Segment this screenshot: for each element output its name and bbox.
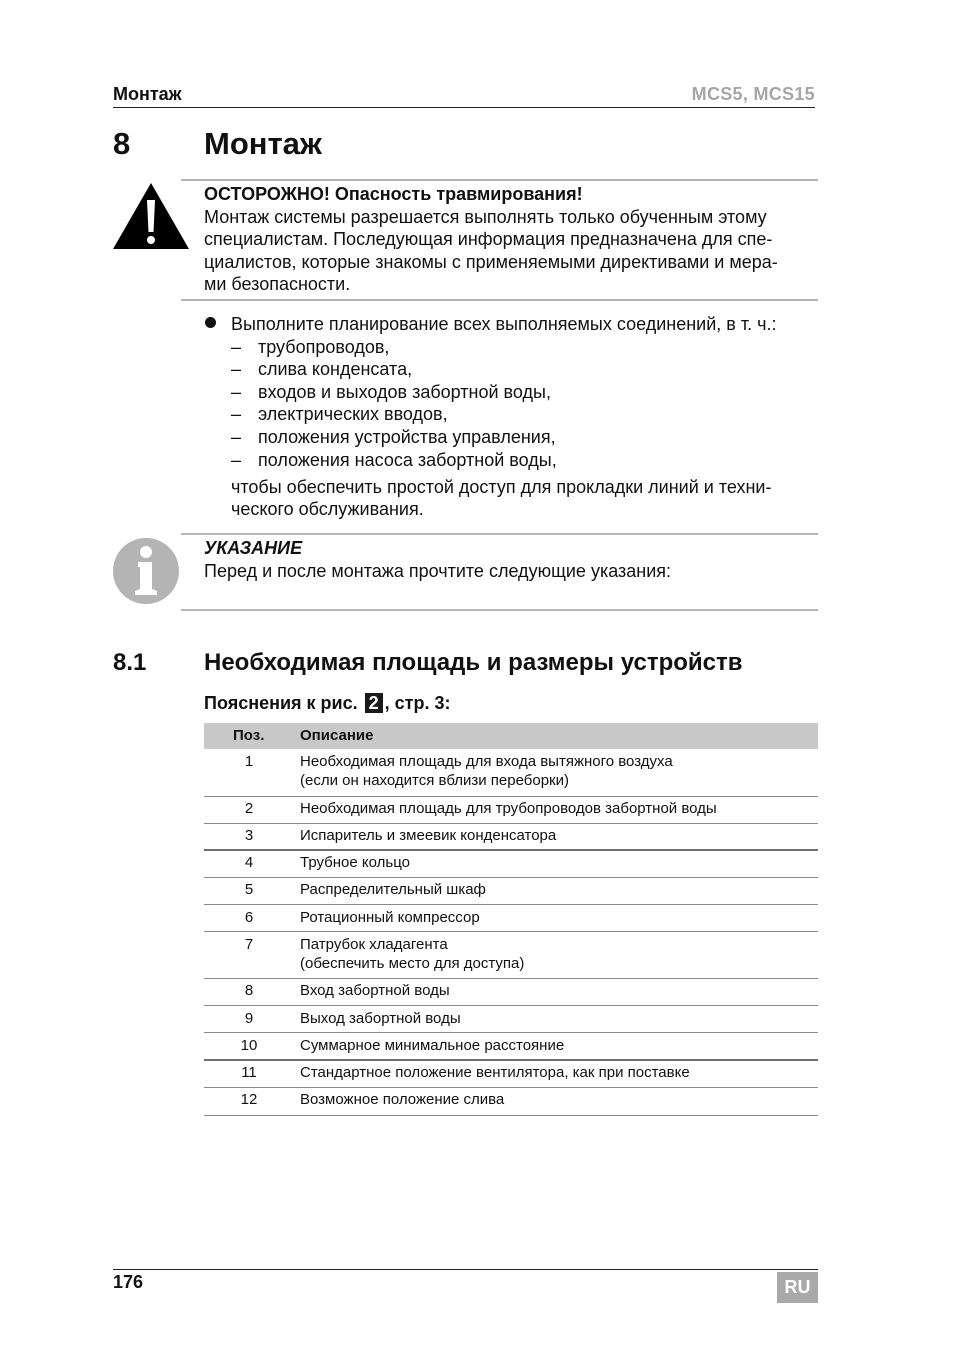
table-cell-desc: Выход забортной воды xyxy=(300,1010,461,1027)
table-cell-desc: Ротационный компрессор xyxy=(300,909,480,926)
list-item: положения устройства управления, xyxy=(258,427,556,447)
planning-bullet: Выполните планирование всех выполняемых соединений, в т. ч.: xyxy=(231,314,777,334)
warning-top-rule xyxy=(181,179,818,181)
table-cell-pos: 3 xyxy=(244,827,254,844)
dash-marker: – xyxy=(231,382,242,402)
chapter-title: Монтаж xyxy=(204,126,322,161)
table-cell-desc: Патрубок хладагента xyxy=(300,936,448,953)
note-text: Перед и после монтажа прочтите следующие указания: xyxy=(204,561,672,581)
table-cell-pos: 7 xyxy=(244,936,254,953)
dash-marker: – xyxy=(231,359,242,379)
footer-rule xyxy=(113,1269,818,1270)
dash-marker: – xyxy=(231,450,242,470)
table-row-line xyxy=(204,796,818,797)
warning-bottom-rule xyxy=(181,299,818,301)
table-cell-desc: Распределительный шкаф xyxy=(300,881,486,898)
table-cell-desc: Испаритель и змеевик конденсатора xyxy=(300,827,557,844)
table-header xyxy=(204,723,818,749)
section-title: Необходимая площадь и размеры устройств xyxy=(204,649,743,676)
table-cell-pos: 11 xyxy=(241,1064,257,1081)
dash-marker: – xyxy=(231,337,242,357)
warning-title: ОСТОРОЖНО! Опасность травмирования! xyxy=(204,184,583,204)
list-item: электрических вводов, xyxy=(258,404,448,424)
planning-conclusion: чтобы обеспечить простой доступ для прокладки линий и техни- xyxy=(231,477,772,497)
table-row-line xyxy=(204,978,818,979)
table-cell-desc: Трубное кольцо xyxy=(300,854,410,871)
warning-line: ми безопасности. xyxy=(204,274,351,294)
table-cell-pos: 4 xyxy=(244,854,254,871)
table-row-line xyxy=(204,931,818,932)
note-top-rule xyxy=(181,533,818,535)
list-item: трубопроводов, xyxy=(258,337,390,357)
dash-marker: – xyxy=(231,404,242,424)
section-number: 8.1 xyxy=(113,649,147,676)
table-cell-desc: Необходимая площадь для трубопроводов забортной воды xyxy=(300,800,717,817)
table-row-line xyxy=(204,1005,818,1006)
table-cell-pos: 8 xyxy=(244,982,254,999)
table-cell-pos: 6 xyxy=(244,909,254,926)
legend-suffix: , стр. 3: xyxy=(384,693,451,713)
legend-prefix: Пояснения к рис. xyxy=(204,693,358,713)
legend-caption xyxy=(204,693,451,714)
table-row-line xyxy=(204,1115,818,1116)
bullet-dot xyxy=(205,317,216,328)
table-row-line xyxy=(204,823,818,824)
table-cell-desc: Вход забортной воды xyxy=(300,982,450,999)
table-cell-pos: 2 xyxy=(244,800,254,817)
planning-conclusion: ческого обслуживания. xyxy=(231,499,424,519)
language-badge: RU xyxy=(777,1272,818,1303)
model-name: MCS5, MCS15 xyxy=(691,84,815,104)
table-cell-pos: 1 xyxy=(244,753,254,770)
table-cell-desc: Возможное положение слива xyxy=(300,1091,505,1108)
table-cell-desc: Суммарное минимальное расстояние xyxy=(300,1037,565,1054)
table-cell-pos: 12 xyxy=(240,1091,258,1108)
table-cell-desc: Стандартное положение вентилятора, как при поставке xyxy=(300,1064,690,1081)
table-cell-desc: Необходимая площадь для входа вытяжного воздуха xyxy=(300,753,673,770)
table-row-line xyxy=(204,1059,818,1061)
table-cell-pos: 10 xyxy=(240,1037,258,1054)
table-row-line xyxy=(204,849,818,851)
page-number: 176 xyxy=(113,1272,144,1292)
table-cell-pos: 5 xyxy=(244,881,254,898)
table-row-line xyxy=(204,1032,818,1033)
column-header-desc: Описание xyxy=(300,727,374,744)
warning-triangle-icon xyxy=(112,182,190,250)
warning-line: специалистам. Последующая информация предназначена для спе- xyxy=(204,229,773,249)
dash-marker: – xyxy=(231,427,242,447)
table-cell-pos: 9 xyxy=(244,1010,254,1027)
table-row-line xyxy=(204,1087,818,1088)
warning-line: Монтаж системы разрешается выполнять только обученным этому xyxy=(204,207,767,227)
table-cell-desc: (обеспечить место для доступа) xyxy=(300,955,525,972)
list-item: слива конденсата, xyxy=(258,359,413,379)
column-header-pos: Поз. xyxy=(233,727,265,744)
note-title: УКАЗАНИЕ xyxy=(204,538,303,558)
chapter-number: 8 xyxy=(113,126,131,161)
table-cell-desc: (если он находится вблизи переборки) xyxy=(300,772,569,789)
table-row-line xyxy=(204,904,818,905)
list-item: входов и выходов забортной воды, xyxy=(258,382,551,402)
table-row-line xyxy=(204,877,818,878)
list-item: положения насоса забортной воды, xyxy=(258,450,557,470)
info-icon xyxy=(112,537,180,605)
warning-line: циалистов, которые знакомы с применяемыми директивами и мера- xyxy=(204,252,778,272)
header-rule xyxy=(113,107,815,108)
figure-number-badge: 2 xyxy=(365,693,383,713)
note-bottom-rule xyxy=(181,609,818,611)
running-title: Монтаж xyxy=(113,84,182,104)
